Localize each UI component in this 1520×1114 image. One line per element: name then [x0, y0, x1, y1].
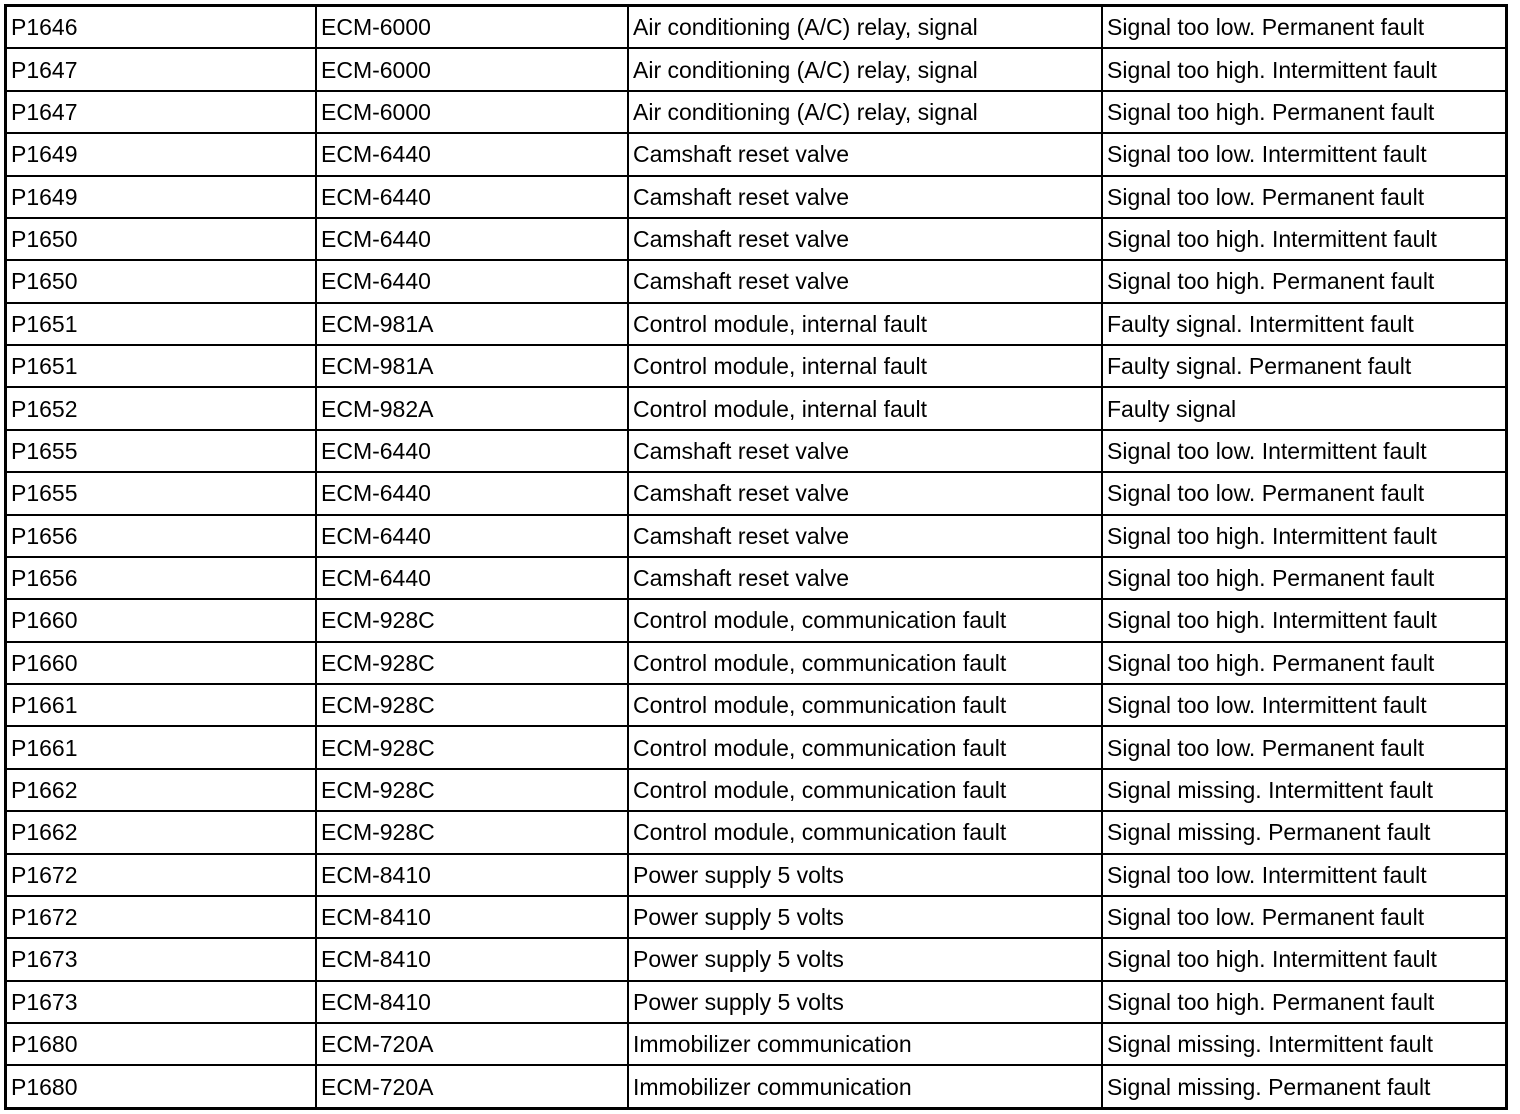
fault-description-cell: Signal too high. Intermittent fault — [1102, 515, 1505, 557]
table-row — [7, 938, 1505, 980]
fault-description-cell: Signal too low. Intermittent fault — [1102, 684, 1505, 726]
component-cell: Power supply 5 volts — [628, 938, 1102, 980]
table-row — [7, 260, 1505, 302]
fault-code-table-frame — [4, 4, 1508, 1110]
component-cell: Control module, internal fault — [628, 303, 1102, 345]
fault-description-cell: Signal missing. Permanent fault — [1102, 811, 1505, 853]
fault-code-cell: P1660 — [7, 642, 316, 684]
component-cell: Camshaft reset valve — [628, 515, 1102, 557]
fault-code-cell: P1662 — [7, 769, 316, 811]
control-module-cell: ECM-6000 — [316, 91, 628, 133]
component-cell: Camshaft reset valve — [628, 218, 1102, 260]
fault-code-cell: P1655 — [7, 430, 316, 472]
fault-description-cell: Signal too high. Intermittent fault — [1102, 938, 1505, 980]
control-module-cell: ECM-928C — [316, 811, 628, 853]
component-cell: Camshaft reset valve — [628, 176, 1102, 218]
table-row — [7, 387, 1505, 429]
fault-description-cell: Signal missing. Intermittent fault — [1102, 1023, 1505, 1065]
table-row — [7, 642, 1505, 684]
component-cell: Control module, communication fault — [628, 642, 1102, 684]
table-row — [7, 769, 1505, 811]
component-cell: Power supply 5 volts — [628, 854, 1102, 896]
fault-code-cell: P1656 — [7, 515, 316, 557]
fault-description-cell: Signal too high. Permanent fault — [1102, 260, 1505, 302]
fault-description-cell: Signal too high. Intermittent fault — [1102, 599, 1505, 641]
component-cell: Camshaft reset valve — [628, 557, 1102, 599]
table-row — [7, 599, 1505, 641]
control-module-cell: ECM-8410 — [316, 854, 628, 896]
table-row — [7, 515, 1505, 557]
fault-code-cell: P1649 — [7, 133, 316, 175]
component-cell: Power supply 5 volts — [628, 981, 1102, 1023]
fault-code-cell: P1672 — [7, 896, 316, 938]
fault-code-cell: P1680 — [7, 1065, 316, 1107]
fault-code-table-body — [7, 7, 1505, 1107]
component-cell: Control module, internal fault — [628, 345, 1102, 387]
fault-code-cell: P1651 — [7, 345, 316, 387]
table-row — [7, 7, 1505, 48]
table-row — [7, 303, 1505, 345]
fault-description-cell: Signal missing. Intermittent fault — [1102, 769, 1505, 811]
fault-code-cell: P1673 — [7, 938, 316, 980]
fault-description-cell: Signal too low. Permanent fault — [1102, 176, 1505, 218]
control-module-cell: ECM-6440 — [316, 472, 628, 514]
component-cell: Camshaft reset valve — [628, 133, 1102, 175]
fault-code-cell: P1650 — [7, 260, 316, 302]
fault-description-cell: Signal too low. Permanent fault — [1102, 726, 1505, 768]
fault-description-cell: Signal too low. Permanent fault — [1102, 472, 1505, 514]
component-cell: Immobilizer communication — [628, 1065, 1102, 1107]
component-cell: Control module, internal fault — [628, 387, 1102, 429]
table-row — [7, 218, 1505, 260]
component-cell: Power supply 5 volts — [628, 896, 1102, 938]
fault-description-cell: Signal too high. Permanent fault — [1102, 91, 1505, 133]
table-row — [7, 1065, 1505, 1107]
control-module-cell: ECM-928C — [316, 769, 628, 811]
fault-description-cell: Signal too low. Intermittent fault — [1102, 133, 1505, 175]
table-row — [7, 176, 1505, 218]
table-row — [7, 684, 1505, 726]
component-cell: Air conditioning (A/C) relay, signal — [628, 91, 1102, 133]
control-module-cell: ECM-928C — [316, 642, 628, 684]
component-cell: Air conditioning (A/C) relay, signal — [628, 7, 1102, 48]
fault-code-cell: P1661 — [7, 684, 316, 726]
fault-code-cell: P1680 — [7, 1023, 316, 1065]
fault-code-cell: P1661 — [7, 726, 316, 768]
fault-code-cell: P1647 — [7, 48, 316, 90]
fault-code-cell: P1656 — [7, 557, 316, 599]
component-cell: Camshaft reset valve — [628, 430, 1102, 472]
fault-description-cell: Signal too high. Permanent fault — [1102, 642, 1505, 684]
fault-description-cell: Signal too high. Permanent fault — [1102, 981, 1505, 1023]
fault-description-cell: Faulty signal. Intermittent fault — [1102, 303, 1505, 345]
component-cell: Control module, communication fault — [628, 684, 1102, 726]
control-module-cell: ECM-8410 — [316, 938, 628, 980]
fault-code-cell: P1652 — [7, 387, 316, 429]
table-row — [7, 472, 1505, 514]
control-module-cell: ECM-6000 — [316, 48, 628, 90]
component-cell: Control module, communication fault — [628, 726, 1102, 768]
control-module-cell: ECM-928C — [316, 726, 628, 768]
table-row — [7, 48, 1505, 90]
component-cell: Air conditioning (A/C) relay, signal — [628, 48, 1102, 90]
fault-code-table — [7, 7, 1505, 1107]
component-cell: Immobilizer communication — [628, 1023, 1102, 1065]
control-module-cell: ECM-720A — [316, 1023, 628, 1065]
fault-code-cell: P1672 — [7, 854, 316, 896]
component-cell: Camshaft reset valve — [628, 472, 1102, 514]
fault-description-cell: Signal too high. Permanent fault — [1102, 557, 1505, 599]
table-row — [7, 133, 1505, 175]
table-row — [7, 430, 1505, 472]
table-row — [7, 345, 1505, 387]
fault-code-cell: P1650 — [7, 218, 316, 260]
control-module-cell: ECM-720A — [316, 1065, 628, 1107]
control-module-cell: ECM-981A — [316, 345, 628, 387]
fault-description-cell: Faulty signal — [1102, 387, 1505, 429]
fault-description-cell: Signal too low. Intermittent fault — [1102, 854, 1505, 896]
control-module-cell: ECM-6440 — [316, 176, 628, 218]
fault-code-cell: P1660 — [7, 599, 316, 641]
component-cell: Control module, communication fault — [628, 769, 1102, 811]
control-module-cell: ECM-8410 — [316, 981, 628, 1023]
fault-description-cell: Signal too low. Intermittent fault — [1102, 430, 1505, 472]
control-module-cell: ECM-6440 — [316, 557, 628, 599]
table-row — [7, 981, 1505, 1023]
fault-code-cell: P1655 — [7, 472, 316, 514]
fault-description-cell: Signal too low. Permanent fault — [1102, 7, 1505, 48]
control-module-cell: ECM-928C — [316, 684, 628, 726]
table-row — [7, 726, 1505, 768]
fault-code-cell: P1662 — [7, 811, 316, 853]
control-module-cell: ECM-6440 — [316, 218, 628, 260]
fault-description-cell: Signal too low. Permanent fault — [1102, 896, 1505, 938]
table-row — [7, 91, 1505, 133]
fault-description-cell: Signal too high. Intermittent fault — [1102, 48, 1505, 90]
component-cell: Control module, communication fault — [628, 599, 1102, 641]
fault-description-cell: Signal too high. Intermittent fault — [1102, 218, 1505, 260]
fault-description-cell: Signal missing. Permanent fault — [1102, 1065, 1505, 1107]
table-row — [7, 1023, 1505, 1065]
fault-code-cell: P1673 — [7, 981, 316, 1023]
control-module-cell: ECM-8410 — [316, 896, 628, 938]
component-cell: Control module, communication fault — [628, 811, 1102, 853]
control-module-cell: ECM-6440 — [316, 260, 628, 302]
component-cell: Camshaft reset valve — [628, 260, 1102, 302]
fault-code-cell: P1651 — [7, 303, 316, 345]
table-row — [7, 557, 1505, 599]
control-module-cell: ECM-6000 — [316, 7, 628, 48]
control-module-cell: ECM-982A — [316, 387, 628, 429]
table-row — [7, 896, 1505, 938]
fault-code-cell: P1647 — [7, 91, 316, 133]
control-module-cell: ECM-6440 — [316, 515, 628, 557]
table-row — [7, 854, 1505, 896]
fault-code-cell: P1649 — [7, 176, 316, 218]
control-module-cell: ECM-981A — [316, 303, 628, 345]
table-row — [7, 811, 1505, 853]
control-module-cell: ECM-6440 — [316, 430, 628, 472]
control-module-cell: ECM-6440 — [316, 133, 628, 175]
fault-code-cell: P1646 — [7, 7, 316, 48]
control-module-cell: ECM-928C — [316, 599, 628, 641]
fault-description-cell: Faulty signal. Permanent fault — [1102, 345, 1505, 387]
